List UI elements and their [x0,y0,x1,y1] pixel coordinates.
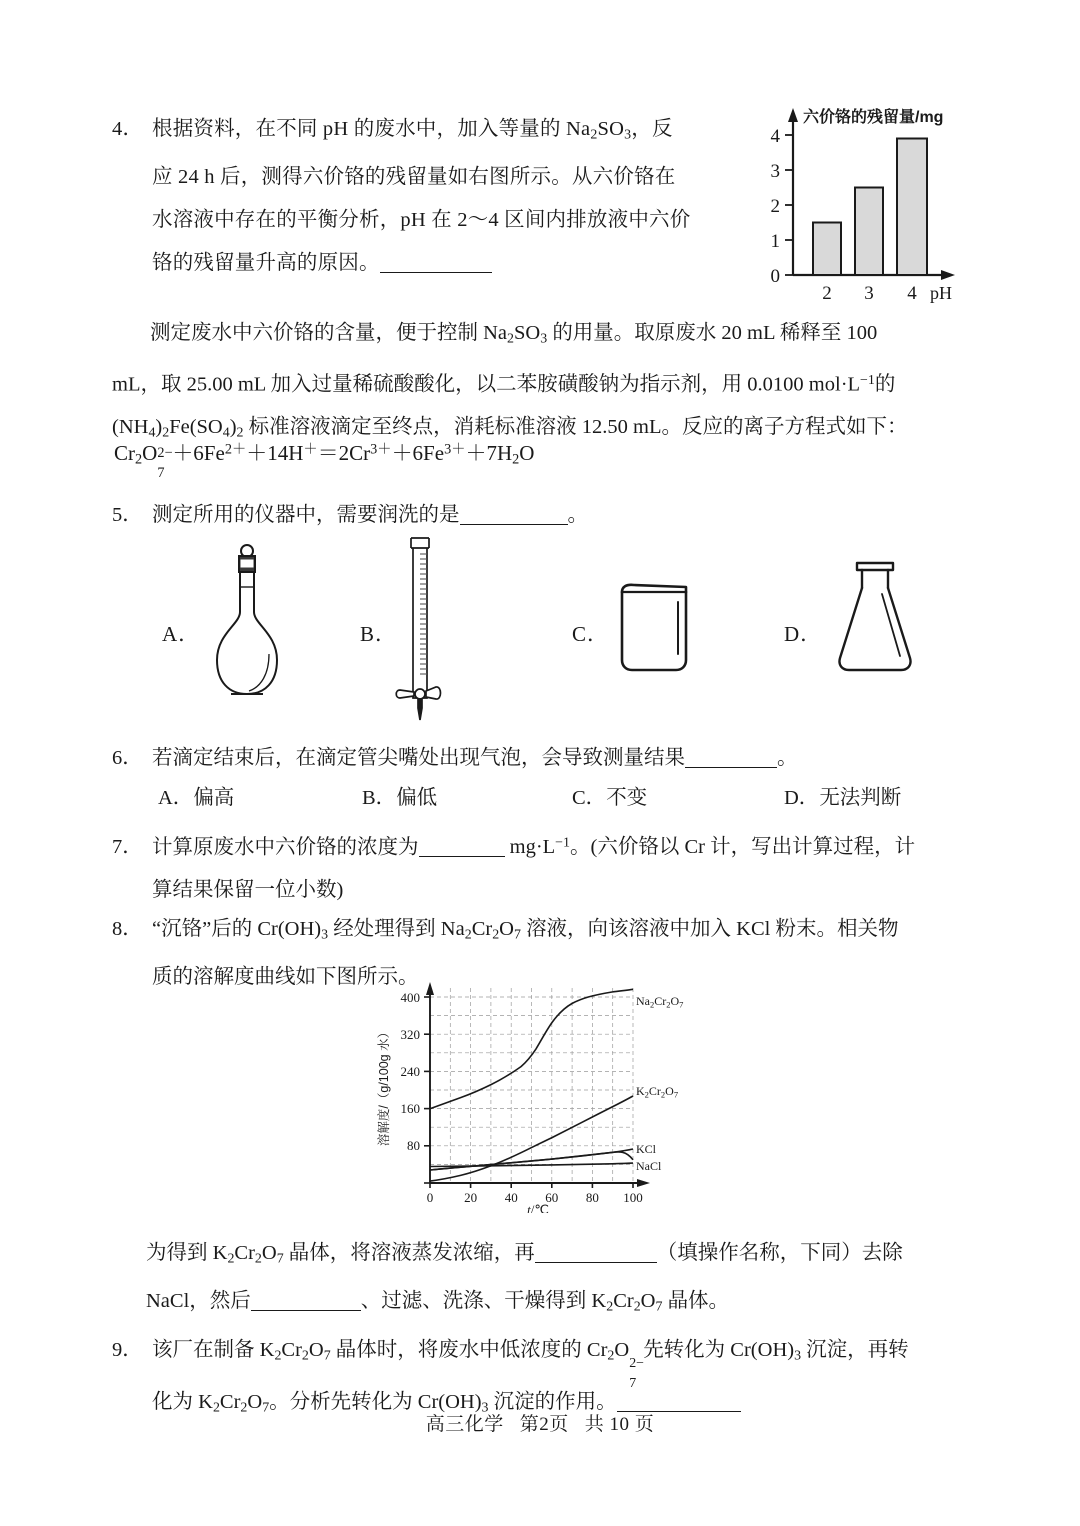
question-7-text-c: 算结果保留一位小数) [152,879,344,902]
bar-ph-2 [813,223,841,276]
question-6-option-c[interactable]: C．不变 [572,787,648,809]
bar-chart-xlabel: pH [930,283,952,303]
solubility-curves-chart [368,978,698,1213]
question-6-number: 6． [112,747,143,769]
question-9-number: 9． [112,1339,143,1361]
question-4-line-3 [112,199,732,242]
question-6-option-d[interactable]: D．无法判断 [784,787,902,809]
curve-label-nacl: NaCl [636,1159,662,1173]
question-4-text-2: 应 24 h 后，测得六价铬的残留量如右图所示。从六价铬在 [152,166,676,189]
option-d-label: D． [784,622,823,646]
question-6-text: 若滴定结束后，在滴定管尖嘴处出现气泡，会导致测量结果 [152,747,685,769]
option-d-erlenmeyer-flask[interactable] [830,558,920,683]
question-5-number: 5． [112,504,143,526]
burette-icon [392,536,448,724]
question-6-answer-blank[interactable] [685,747,777,767]
question-8-tail [146,1232,982,1329]
sol-ytick-160: 160 [400,1101,420,1116]
question-5-period: 。 [567,504,588,526]
question-4-number: 4． [112,118,144,140]
option-b-label: B． [360,622,398,646]
option-b-burette[interactable] [392,536,448,729]
bar-xtick-3: 3 [864,283,874,304]
bar-ph-4 [897,139,927,276]
svg-text:0: 0 [770,266,780,287]
question-4 [112,108,732,285]
option-c-beaker[interactable] [612,578,702,683]
svg-text:4: 4 [770,126,780,147]
question-9-line-1 [112,1327,992,1392]
beaker-icon [612,578,702,678]
question-6-period: 。 [777,747,798,769]
question-5-answer-blank[interactable] [460,504,568,524]
sol-chart-ylabel: 溶解度/（g/100g 水） [377,1025,391,1147]
bar-xtick-2: 2 [822,283,832,304]
question-7-number: 7． [112,836,143,859]
question-4-answer-blank[interactable] [380,253,492,273]
question-7-line-2 [112,869,992,912]
curve-label-kcl: KCl [636,1142,657,1156]
question-4-text-3: 水溶液中存在的平衡分析，pH 在 2～4 区间内排放液中六价 [152,209,691,232]
curve-label-k2cr2o7: $K_2Cr_2O_7$ [636,1084,679,1100]
svg-text:1: 1 [770,231,780,252]
question-8-blank-1[interactable] [535,1242,657,1262]
sol-chart-xlabel: t/℃ [527,1202,549,1213]
option-c-label: C． [572,622,610,646]
ionic-equation: $Cr_2O$ 2− 7 $+6Fe^{2+}+14H^+=2Cr^{3+}+6Fe^{3+}+7H_2O$ [114,441,535,482]
sol-xtick-0: 0 [426,1190,434,1205]
footer-total: 共 10 页 [584,1414,655,1435]
question-8-text-1: “沉铬”后的 $Cr(OH)_3$ 经处理得到 $Na_2Cr_2O_7$ 溶液，向该溶液中加入 KCl 粉末。相关物 [152,918,899,943]
question-6 [112,740,982,770]
question-4-text-4: 铬的残留量升高的原因。 [152,252,380,275]
solubility-chart-svg [368,978,698,1213]
question-6-option-b[interactable]: B．偏低 [362,787,438,809]
question-8-number: 8． [112,918,143,940]
bar-ph-3 [855,188,883,276]
question-4-line-1 [112,108,732,156]
question-8-line-1 [112,908,992,956]
question-8-tail-line-1: 为得到 $K_2Cr_2O_7$ 晶体，将溶液蒸发浓缩，再 （填操作名称，下同）去除 [146,1242,903,1267]
sol-xtick-60: 60 [545,1190,559,1205]
question-6-option-a[interactable]: A．偏高 [158,787,235,809]
question-4-text-1: 根据资料，在不同 pH 的废水中，加入等量的 $Na_2SO_3$，反 [152,118,673,143]
page-footer [0,1409,1080,1436]
paragraph-line-2: mL，取 25.00 mL 加入过量稀硫酸酸化，以二苯胺磺酸钠为指示剂，用 0.0100 $mol\cdot L^{-1}$的 [112,373,896,396]
bar-chart-svg [745,100,975,305]
footer-subject: 高三化学 [425,1414,504,1435]
question-7-text-a: 计算原废水中六价铬的浓度为 [152,836,419,859]
paragraph-line-3: $(NH_4)_2Fe(SO_4)_2$ 标准溶液滴定至终点，消耗标准溶液 12.50 mL。反应的离子方程式如下： [112,415,908,441]
option-a-volumetric-flask[interactable] [207,542,287,707]
bar-xtick-4: 4 [907,283,917,304]
question-9-text-1: 该厂在制备 $K_2Cr_2O_7$ 晶体时，将废水中低浓度的 $Cr_2O$ 2− 7 先转化为 $Cr(OH)_3$ 沉淀，再转 [152,1339,909,1392]
sol-ytick-80: 80 [407,1138,420,1153]
question-7-text-b: $mg\cdot L^{-1}$。(六价铬以 Cr 计，写出计算过程，计 [504,836,916,859]
question-8-tail-line-2: NaCl，然后 、过滤、洗涤、干燥得到 $K_2Cr_2O_7$ 晶体。 [146,1290,730,1315]
curve-na2cr2o7 [430,989,633,1108]
option-a-label: A． [162,622,201,646]
sol-xtick-100: 100 [623,1190,643,1205]
question-4-line-4 [112,242,732,285]
chromium-residue-bar-chart [745,100,975,305]
sol-ytick-240: 240 [400,1064,420,1079]
apparatus-options [112,540,982,725]
sol-xtick-80: 80 [585,1190,599,1205]
paragraph-line-1: 测定废水中六价铬的含量，便于控制 $Na_2SO_3$ 的用量。取原废水 20 mL 稀释至 100 [150,322,878,347]
erlenmeyer-flask-icon [830,558,920,678]
question-7-answer-blank[interactable] [419,836,505,856]
footer-page: 第2页 [519,1414,569,1435]
svg-text:3: 3 [770,161,780,182]
question-7 [112,822,992,912]
question-5-text: 测定所用的仪器中，需要润洗的是 [152,504,460,526]
sol-ytick-400: 400 [400,990,420,1005]
volumetric-flask-icon [207,542,287,702]
sol-ytick-320: 320 [400,1027,420,1042]
curve-label-na2cr2o7: $Na_2Cr_2O_7$ [636,994,684,1010]
svg-text:2: 2 [770,196,780,217]
question-8-blank-2[interactable] [251,1291,361,1311]
question-7-line-1 [112,822,992,869]
question-4-line-2 [112,156,732,199]
sol-xtick-40: 40 [504,1190,518,1205]
measurement-paragraph [112,312,974,454]
question-8-text-2: 质的溶解度曲线如下图所示。 [152,966,419,989]
question-5 [112,497,588,527]
sol-xtick-20: 20 [464,1190,478,1205]
question-9-text-2: 化为 $K_2Cr_2O_7$。分析先转化为 $Cr(OH)_3$ 沉淀的作用。 [152,1391,617,1416]
bar-chart-title: 六价铬的残留量/mg [803,109,944,126]
